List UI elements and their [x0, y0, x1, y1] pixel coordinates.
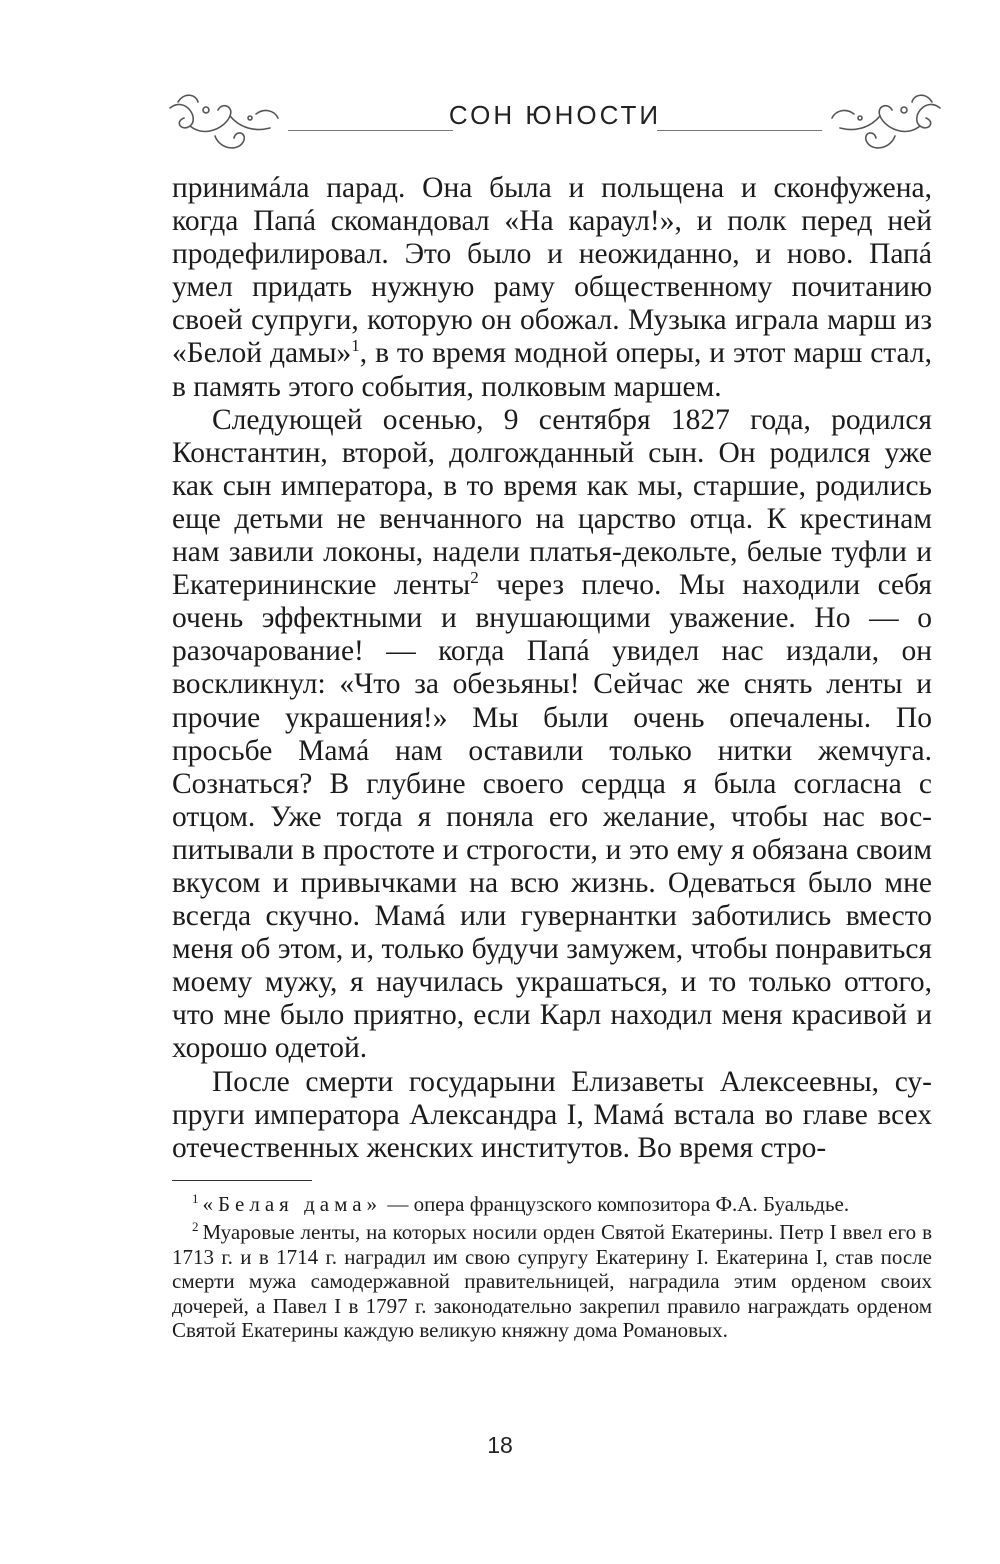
header-rule-right [657, 130, 822, 131]
flourish-right-icon [820, 88, 950, 158]
footnote-marker: 2 [192, 1219, 199, 1235]
footnotes [172, 1192, 932, 1346]
paragraph: После смерти государыни Елизаветы Алексеевны, супруги императора Александра I, Мамá встала во главе всех отечественных женских институтов. Во время стро- [172, 1065, 932, 1164]
footnote: $^2$ Муаровые ленты, на которых носили орден Святой Екатерины. Петр I ввел его в 1713 г. и в 1714 г. наградил им свою супругу Екатерину I. Екатерина I, став после смерти мужа самодержавной правительницей, наградила этим орденом своих дочерей, а Павел I в 1797 г. законодательно закрепил правило награждать орденом Святой Екатерины каждую великую княжну дома Романовых. [172, 1219, 932, 1343]
footnote-divider [172, 1180, 312, 1181]
page-title: СОН ЮНОСТИ [448, 100, 662, 130]
footnote-marker: 1 [192, 1191, 199, 1206]
page-number: 18 [487, 1432, 513, 1458]
paragraph: принимáла парад. Она была и польщена и сконфужена, когда Папá скомандовал «На караул!», и полк перед ней продефилировал. Это было и неожиданно, и ново. Папá умел придать нужную раму общественному почитанию своей супруги, которую он обожал. Музыка играла марш из «Белой дамы»$^1$, в то время модной оперы, и этот марш стал, в память этого события, полковым маршем. [172, 172, 932, 403]
footnote-ref[interactable]: 1 [351, 336, 360, 356]
footnote-ref[interactable]: 2 [470, 568, 479, 588]
paragraph: Следующей осенью, 9 сентября 1827 года, родился Константин, второй, долгожданный сын. Он родился уже как сын императора, в то время как мы, старшие, родились еще детьми не венчанного на царство отца. К крестинам нам завили локоны, надели платья-декольте, белые туфли и Екатерининские ленты$^2$ через плечо. Мы находили себя очень эффектными и внушающими уважение. Но — о разочарование! — когда Папá увидел нас издали, он воскликнул: «Что за обезьяны! Сейчас же снять ленты и прочие украшения!» Мы были очень опечалены. По просьбе Мамá нам оставили только нитки жемчуга. Сознаться? В глубине своего сердца я была согласна с отцом. Уже тогда я поняла его желание, чтобы нас воспитывали в простоте и строгости, и это ему я обязана своим вкусом и привычками на всю жизнь. Одеваться было мне всегда скучно. Мамá или гувернантки заботились вместо меня об этом, и, только будучи замужем, чтобы понравиться моему мужу, я научилась украшаться, и то только оттого, что мне было приятно, если Карл находил меня красивой и хорошо одетой. [172, 403, 932, 1065]
footnote: $^1$ «Белая дама» — опера французского композитора Ф.А. Буальдье. [192, 1191, 850, 1216]
main-text [172, 172, 932, 1165]
running-header [160, 88, 950, 158]
